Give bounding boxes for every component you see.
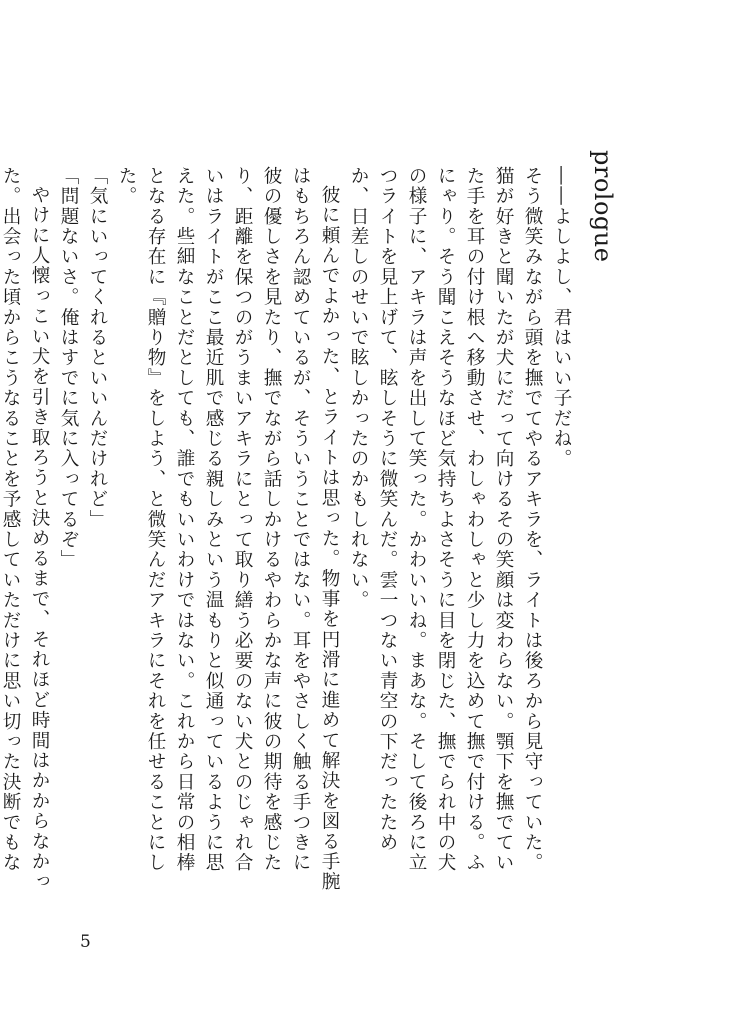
paragraph: 彼に頼んでよかった、とライトは思った。物事を円滑に進めて解決を図る手腕はもちろん認めているが、そういうことではない。耳をやさしく触る手つきに彼の優しさを見たり、撫でながら話しかけるやわらかな声に彼の期待を感じたり、距離を保つのがうまいアキラにとって取り繕う必要のない犬とのじゃれ合いはライトがここ最近肌で感じる親しみという温もりと似通っているように思えた。些細なことだとしても、誰でもいいわけではない。これから日常の相棒となる存在に『贈り物』をしよう、と微笑んだアキラにそれを任せることにした。 bbox=[116, 166, 340, 892]
paragraph: そう微笑みながら頭を撫でてやるアキラを、ライトは後ろから見守っていた。猫が好きと聞いたが犬にだって向けるその笑顔は変わらない。顎下を撫でていた手を耳の付け根へ移動させ、わしゃわしゃと少し力を込めて撫で付ける。ふにゃり。そう聞こえそうなほど気持ちよさそうに目を閉じた、撫でられ中の犬の様子に、アキラは声を出して笑った。かわいいね。まあな。そして後ろに立つライトを見上げて、眩しそうに微笑んだ。雲一つない青空の下だったためか、日差しのせいで眩しかったのかもしれない。 bbox=[348, 166, 543, 873]
paragraph: やけに人懐っこい犬を引き取ろうと決めるまで、それほど時間はかからなかった。出会った頃からこうなることを予感していただけに思い切った決断でもな bbox=[0, 166, 50, 892]
paragraph: ――よしよし、君はいい子だね。 bbox=[551, 166, 572, 469]
page-number: 5 bbox=[80, 932, 91, 952]
chapter-title: prologue bbox=[589, 150, 617, 263]
body-text bbox=[0, 166, 576, 892]
dialogue-line: 「問題ないさ。俺はすでに気に入ってるぞ」 bbox=[58, 166, 79, 570]
dialogue-line: 「気にいってくれるといいんだけれど」 bbox=[87, 166, 108, 530]
